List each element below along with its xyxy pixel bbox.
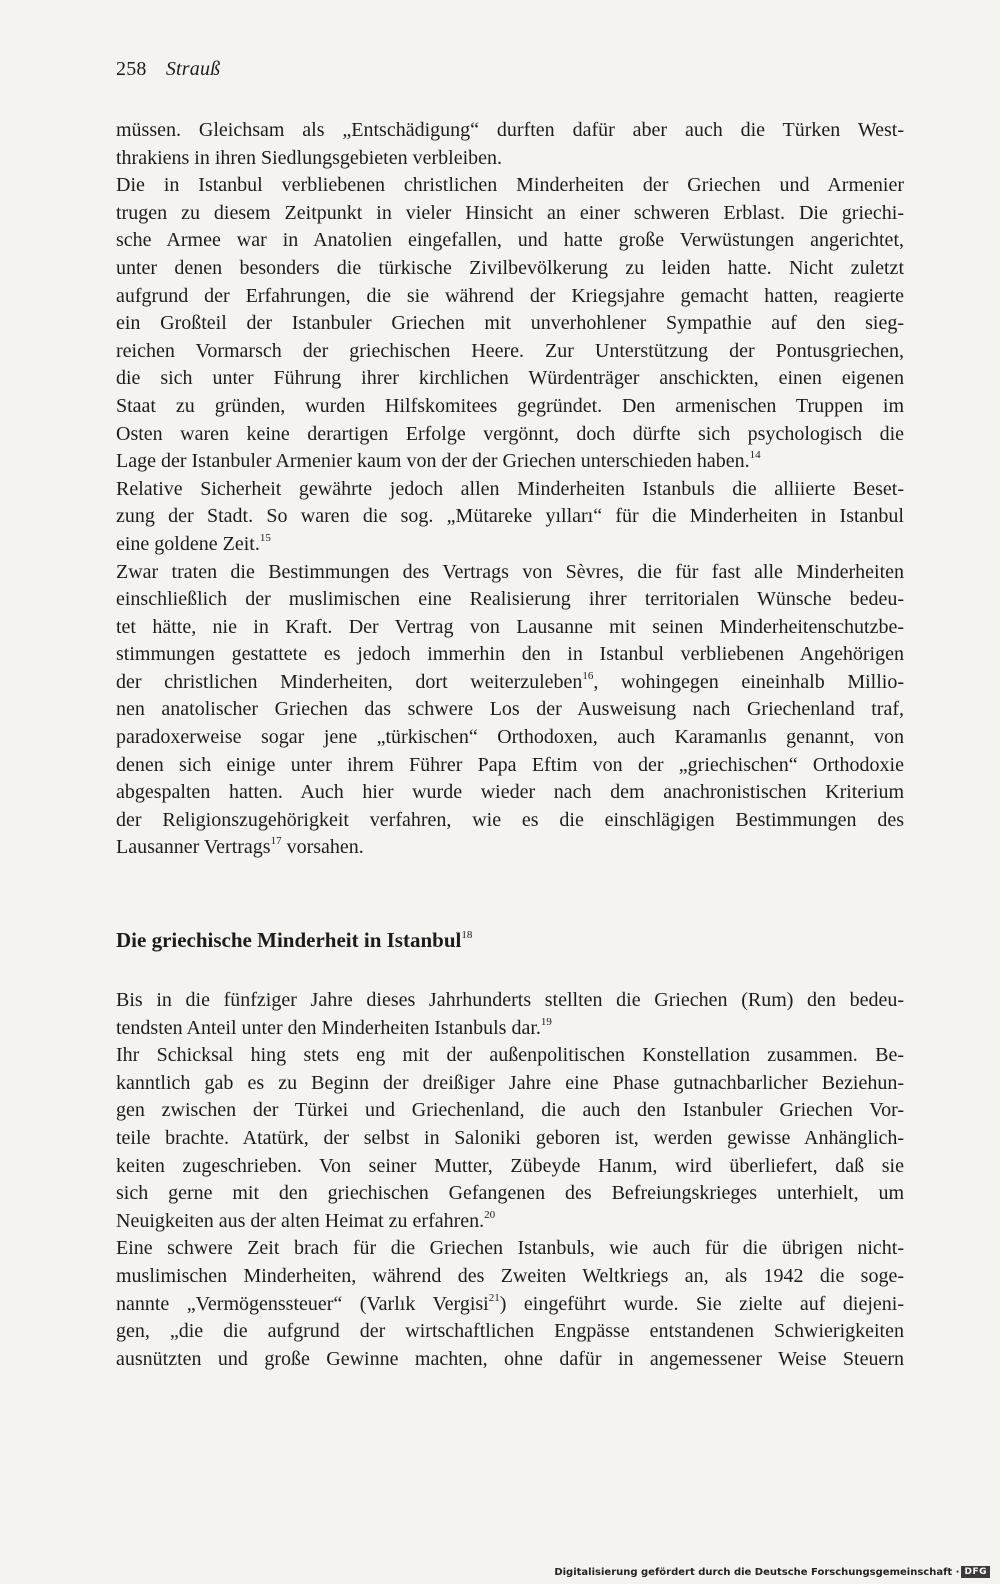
- text-line: trugen zu diesem Zeitpunkt in vieler Hinsicht an einer schweren Erblast. Die griechi-: [116, 201, 904, 224]
- running-head-author: Strauß: [165, 58, 221, 80]
- footnote-ref: 16: [582, 669, 594, 682]
- text-line: Bis in die fünfziger Jahre dieses Jahrhunderts stellten die Griechen (Rum) den bedeu-: [116, 989, 904, 1011]
- section-heading-text: Die griechische Minderheit in Istanbul: [116, 928, 462, 952]
- text-line: Lausanner Vertrags$^{17}$ vorsahen.: [116, 835, 364, 859]
- text-line: der Religionszugehörigkeit verfahren, wie es die einschlägigen Bestimmungen des: [116, 808, 904, 831]
- running-head: [116, 58, 220, 81]
- text-line: gen, „die die aufgrund der wirtschaftlichen Engpässe entstandenen Schwierigkeiten: [116, 1320, 904, 1343]
- dfg-logo: DFG: [961, 1566, 990, 1578]
- text-line: einschließlich der muslimischen eine Realisierung ihrer territorialen Wünsche bedeu-: [116, 588, 904, 611]
- footnote-ref: 19: [540, 1015, 552, 1028]
- text-line: Relative Sicherheit gewährte jedoch allen Minderheiten Istanbuls die alliierte Beset-: [116, 477, 904, 500]
- footnote-ref: 20: [484, 1208, 496, 1221]
- text-line: teile brachte. Atatürk, der selbst in Saloniki geboren ist, werden gewisse Anhänglich-: [116, 1126, 904, 1149]
- text-line: abgespalten hatten. Auch hier wurde wieder nach dem anachronistischen Kriterium: [116, 781, 904, 804]
- text-line: Zwar traten die Bestimmungen des Vertrags von Sèvres, die für fast alle Minderheiten: [116, 560, 904, 583]
- text-line: Staat zu gründen, wurden Hilfskomitees gegründet. Den armenischen Truppen im: [116, 394, 904, 417]
- text-line: gen zwischen der Türkei und Griechenland, die auch den Istanbuler Griechen Vor-: [116, 1099, 904, 1122]
- footnote-ref: 14: [749, 449, 761, 462]
- text-line: denen sich einige unter ihrem Führer Papa Eftim von der „griechischen“ Orthodoxie: [116, 753, 904, 776]
- text-line: sche Armee war in Anatolien eingefallen, und hatte große Verwüstungen angerichtet,: [116, 229, 904, 252]
- text-line: ein Großteil der Istanbuler Griechen mit unverhohlener Sympathie auf den sieg-: [116, 312, 904, 335]
- text-line: kanntlich gab es zu Beginn der dreißiger Jahre eine Phase gutnachbarlicher Beziehun-: [116, 1071, 904, 1094]
- text-line: Ihr Schicksal hing stets eng mit der außenpolitischen Konstellation zusammen. Be-: [116, 1044, 904, 1067]
- text-line: paradoxerweise sogar jene „türkischen“ Orthodoxen, auch Karamanlıs genannt, von: [116, 726, 904, 749]
- text-line: Eine schwere Zeit brach für die Griechen Istanbuls, wie auch für die übrigen nicht-: [116, 1237, 904, 1260]
- footnote-ref: 15: [259, 531, 271, 544]
- text-line: unter denen besonders die türkische Zivilbevölkerung zu leiden hatte. Nicht zuletzt: [116, 256, 904, 279]
- text-line: müssen. Gleichsam als „Entschädigung“ durften dafür aber auch die Türken West-: [116, 119, 904, 141]
- text-line: keiten zugeschrieben. Von seiner Mutter, Zübeyde Hanım, wird überliefert, daß sie: [116, 1154, 904, 1177]
- text-line: sich gerne mit den griechischen Gefangenen des Befreiungskrieges unterhielt, um: [116, 1182, 904, 1205]
- footnote-ref: 18: [461, 929, 473, 941]
- text-line: reichen Vormarsch der griechischen Heere. Zur Unterstützung der Pontusgriechen,: [116, 339, 904, 362]
- page-number: 258: [116, 58, 147, 80]
- text-line: zung der Stadt. So waren die sog. „Mütareke yılları“ für die Minderheiten in Istanbul: [116, 505, 904, 528]
- section-heading: [116, 928, 472, 953]
- text-line: Die in Istanbul verbliebenen christlichen Minderheiten der Griechen und Armenier: [116, 174, 904, 197]
- text-line: ausnützten und große Gewinne machten, ohne dafür in angemessener Weise Steuern: [116, 1347, 904, 1370]
- footnote-ref: 17: [270, 835, 282, 848]
- text-line: eine goldene Zeit.$^{15}$: [116, 531, 271, 555]
- text-line: die sich unter Führung ihrer kirchlichen Würdenträger anschickten, einen eigenen: [116, 367, 904, 390]
- page-footer: [554, 1566, 990, 1578]
- text-line: stimmungen gestattete es jedoch immerhin den in Istanbul verbliebenen Angehörigen: [116, 643, 904, 666]
- text-line: Osten waren keine derartigen Erfolge vergönnt, doch dürfte sich psychologisch die: [116, 422, 904, 445]
- body-text-block-2: [116, 987, 904, 1373]
- text-line: tendsten Anteil unter den Minderheiten Istanbuls dar.$^{19}$: [116, 1015, 552, 1039]
- text-line: Neuigkeiten aus der alten Heimat zu erfahren.$^{20}$: [116, 1208, 496, 1232]
- text-line: Lage der Istanbuler Armenier kaum von der der Griechen unterschieden haben.$^{14}$: [116, 449, 761, 473]
- footer-text: Digitalisierung gefördert durch die Deutsche Forschungsgemeinschaft ·: [554, 1566, 960, 1578]
- text-line: nen anatolischer Griechen das schwere Los der Ausweisung nach Griechenland traf,: [116, 698, 904, 721]
- footnote-ref: 21: [488, 1291, 500, 1304]
- text-line: der christlichen Minderheiten, dort weiterzuleben$^{16}$, wohingegen eineinhalb Millio-: [116, 669, 904, 693]
- text-line: muslimischen Minderheiten, während des Zweiten Weltkriegs an, als 1942 die soge-: [116, 1264, 904, 1287]
- text-line: thrakiens in ihren Siedlungsgebieten verbleiben.: [116, 146, 503, 169]
- body-text-block-1: [116, 117, 904, 862]
- text-line: nannte „Vermögenssteuer“ (Varlık Vergisi$^{21}$) eingeführt wurde. Sie zielte auf diejeni-: [116, 1291, 904, 1315]
- text-line: aufgrund der Erfahrungen, die sie während der Kriegsjahre gemacht hatten, reagierte: [116, 284, 904, 307]
- text-line: tet hätte, nie in Kraft. Der Vertrag von Lausanne mit seinen Minderheitenschutzbe-: [116, 615, 904, 638]
